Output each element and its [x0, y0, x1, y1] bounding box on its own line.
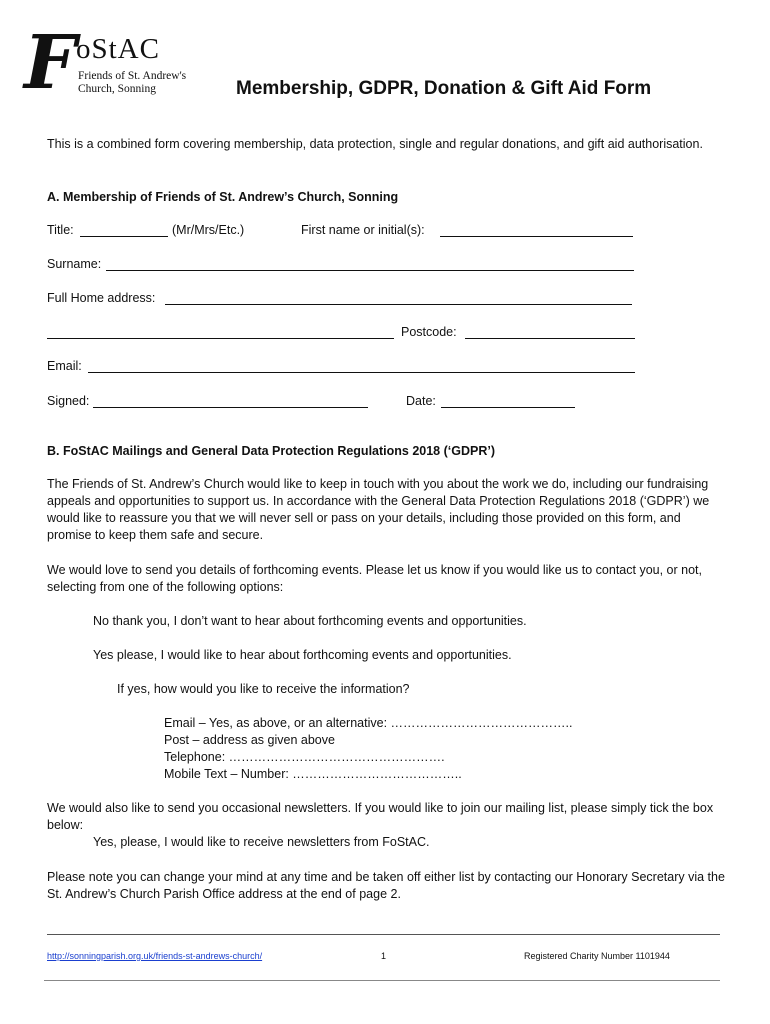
title-field[interactable] — [80, 236, 168, 237]
method-mobile-label: Mobile Text – Number: ………………………………….. — [164, 767, 462, 781]
logo-subtitle — [78, 70, 186, 96]
page-bottom-rule — [44, 980, 720, 981]
note-paragraph: Please note you can change your mind at any time and be taken off either list by contacting our Honorary Secretary via the St. Andrew’s Church Parish Office address at the end of page 2. — [47, 870, 725, 901]
email-field[interactable] — [88, 372, 635, 373]
section-b-heading: B. FoStAC Mailings and General Data Protection Regulations 2018 (‘GDPR’) — [47, 444, 495, 458]
option-yes-label: Yes please, I would like to hear about forthcoming events and opportunities. — [93, 648, 512, 662]
signed-label: Signed: — [47, 394, 90, 408]
logo-subtitle-line1: Friends of St. Andrew's — [78, 70, 187, 82]
newsletter-paragraph: We would also like to send you occasional newsletters. If you would like to join our mailing list, please simply tick the box below: — [47, 801, 714, 832]
title-label: Title: — [47, 223, 74, 237]
address-field-line1[interactable] — [165, 304, 632, 305]
date-field[interactable] — [441, 407, 575, 408]
title-hint: (Mr/Mrs/Etc.) — [172, 223, 245, 237]
events-paragraph: We would love to send you details of forthcoming events. Please let us know if you would like us to contact you, or not, selecting from one of the following options: — [47, 563, 702, 594]
address-label: Full Home address: — [47, 291, 156, 305]
page-number: 1 — [381, 951, 387, 961]
how-question: If yes, how would you like to receive the information? — [117, 682, 410, 696]
signature-field[interactable] — [93, 407, 368, 408]
surname-label: Surname: — [47, 257, 102, 271]
page-title: Membership, GDPR, Donation & Gift Aid Form — [236, 78, 652, 99]
gdpr-paragraph: The Friends of St. Andrew’s Church would like to keep in touch with you about the work we do, including our fundraising appeals and opportunities to support us. In accordance with the General Data Protection Regulations 2018 (‘GDPR’) we would like to reassure you that we will never sell or pass on your details, including those provided on this form, and promise to keep them safe and secure. — [47, 477, 710, 542]
intro-text: This is a combined form covering membership, data protection, single and regular donations, and gift aid authorisation. — [47, 137, 703, 151]
logo-wordmark: oStAC — [76, 33, 160, 65]
first-name-label: First name or initial(s): — [301, 223, 425, 237]
section-a-heading: A. Membership of Friends of St. Andrew’s Church, Sonning — [47, 190, 399, 204]
date-label: Date: — [406, 394, 436, 408]
method-email-label: Email – Yes, as above, or an alternative: …………………………………….. — [164, 716, 573, 730]
logo-subtitle-line2: Church, Sonning — [78, 83, 156, 95]
option-no-label: No thank you, I don’t want to hear about forthcoming events and opportunities. — [93, 614, 527, 628]
logo-initial: F — [24, 20, 77, 106]
postcode-label: Postcode: — [401, 325, 457, 339]
first-name-field[interactable] — [440, 236, 633, 237]
charity-number: Registered Charity Number 1101944 — [524, 951, 670, 961]
footer-link[interactable]: http://sonningparish.org.uk/friends-st-andrews-church/ — [47, 951, 263, 961]
address-field-line2[interactable] — [47, 338, 394, 339]
email-label: Email: — [47, 359, 82, 373]
newsletter-label: Yes, please, I would like to receive newsletters from FoStAC. — [93, 835, 430, 849]
postcode-field[interactable] — [465, 338, 635, 339]
method-phone-label: Telephone: ……………………………………………. — [164, 750, 445, 764]
method-post-label: Post – address as given above — [164, 733, 335, 747]
surname-field[interactable] — [106, 270, 634, 271]
footer-divider — [47, 934, 720, 935]
